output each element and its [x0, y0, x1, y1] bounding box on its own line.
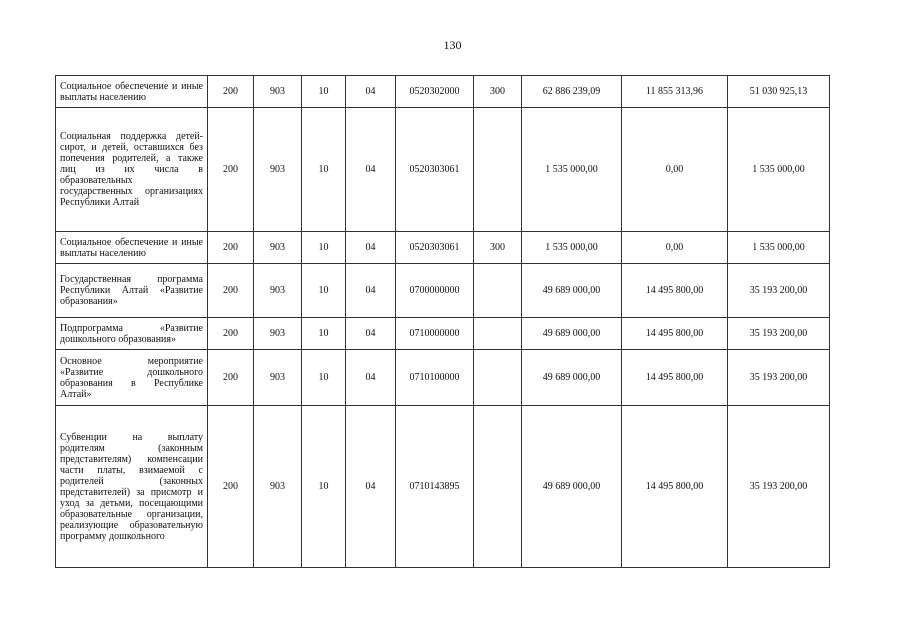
ministry-cell: 903	[254, 264, 302, 318]
section-cell: 200	[208, 108, 254, 232]
section-cell: 200	[208, 232, 254, 264]
amount-regional-cell: 1 535 000,00	[728, 232, 830, 264]
amount-federal-cell: 0,00	[622, 108, 728, 232]
amount-total-cell: 1 535 000,00	[522, 232, 622, 264]
table-row	[56, 406, 830, 568]
chapter-cell: 10	[302, 108, 346, 232]
amount-regional-cell: 1 535 000,00	[728, 108, 830, 232]
amount-regional-cell: 35 193 200,00	[728, 350, 830, 406]
expense-type-cell: 300	[474, 76, 522, 108]
subchapter-cell: 04	[346, 264, 396, 318]
subchapter-cell: 04	[346, 76, 396, 108]
ministry-cell: 903	[254, 108, 302, 232]
subchapter-cell: 04	[346, 232, 396, 264]
amount-federal-cell: 14 495 800,00	[622, 406, 728, 568]
target-code-cell: 0520303061	[396, 232, 474, 264]
amount-total-cell: 1 535 000,00	[522, 108, 622, 232]
table-row	[56, 318, 830, 350]
table-row	[56, 264, 830, 318]
amount-total-cell: 62 886 239,09	[522, 76, 622, 108]
ministry-cell: 903	[254, 76, 302, 108]
chapter-cell: 10	[302, 76, 346, 108]
section-cell: 200	[208, 406, 254, 568]
section-cell: 200	[208, 350, 254, 406]
amount-regional-cell: 35 193 200,00	[728, 406, 830, 568]
amount-total-cell: 49 689 000,00	[522, 318, 622, 350]
subchapter-cell: 04	[346, 350, 396, 406]
target-code-cell: 0520303061	[396, 108, 474, 232]
chapter-cell: 10	[302, 350, 346, 406]
target-code-cell: 0700000000	[396, 264, 474, 318]
row-name-cell: Подпрограмма «Развитие дошкольного образования»	[56, 318, 208, 350]
expense-type-cell	[474, 264, 522, 318]
amount-total-cell: 49 689 000,00	[522, 264, 622, 318]
amount-regional-cell: 35 193 200,00	[728, 264, 830, 318]
expense-type-cell	[474, 318, 522, 350]
budget-table-body	[56, 76, 830, 568]
expense-type-cell: 300	[474, 232, 522, 264]
chapter-cell: 10	[302, 264, 346, 318]
expense-type-cell	[474, 406, 522, 568]
ministry-cell: 903	[254, 232, 302, 264]
section-cell: 200	[208, 264, 254, 318]
ministry-cell: 903	[254, 350, 302, 406]
amount-regional-cell: 35 193 200,00	[728, 318, 830, 350]
target-code-cell: 0520302000	[396, 76, 474, 108]
chapter-cell: 10	[302, 318, 346, 350]
row-name-cell: Социальное обеспечение и иные выплаты населению	[56, 76, 208, 108]
amount-total-cell: 49 689 000,00	[522, 350, 622, 406]
amount-federal-cell: 14 495 800,00	[622, 350, 728, 406]
expense-type-cell	[474, 350, 522, 406]
table-row	[56, 108, 830, 232]
subchapter-cell: 04	[346, 318, 396, 350]
table-row	[56, 232, 830, 264]
target-code-cell: 0710000000	[396, 318, 474, 350]
table-row	[56, 76, 830, 108]
subchapter-cell: 04	[346, 406, 396, 568]
row-name-cell: Государственная программа Республики Алтай «Развитие образования»	[56, 264, 208, 318]
amount-federal-cell: 14 495 800,00	[622, 264, 728, 318]
amount-regional-cell: 51 030 925,13	[728, 76, 830, 108]
section-cell: 200	[208, 318, 254, 350]
row-name-cell: Субвенции на выплату родителям (законным представителям) компенсации части платы, взимаемой с родителей (законных представителей) за присмотр и уход за детьми, посещающими образовательные организации, реализующие образовательную программу дошкольного	[56, 406, 208, 568]
row-name-cell: Социальное обеспечение и иные выплаты населению	[56, 232, 208, 264]
amount-federal-cell: 0,00	[622, 232, 728, 264]
expense-type-cell	[474, 108, 522, 232]
page-number: 130	[443, 38, 462, 52]
amount-total-cell: 49 689 000,00	[522, 406, 622, 568]
amount-federal-cell: 14 495 800,00	[622, 318, 728, 350]
table-row	[56, 350, 830, 406]
chapter-cell: 10	[302, 232, 346, 264]
row-name-cell: Социальная поддержка детей-сирот, и детей, оставшихся без попечения родителей, а также лиц из их числа в образовательных государственных организациях Республики Алтай	[56, 108, 208, 232]
budget-table	[55, 75, 830, 568]
section-cell: 200	[208, 76, 254, 108]
amount-federal-cell: 11 855 313,96	[622, 76, 728, 108]
row-name-cell: Основное мероприятие «Развитие дошкольного образования в Республике Алтай»	[56, 350, 208, 406]
chapter-cell: 10	[302, 406, 346, 568]
target-code-cell: 0710143895	[396, 406, 474, 568]
ministry-cell: 903	[254, 318, 302, 350]
subchapter-cell: 04	[346, 108, 396, 232]
target-code-cell: 0710100000	[396, 350, 474, 406]
ministry-cell: 903	[254, 406, 302, 568]
